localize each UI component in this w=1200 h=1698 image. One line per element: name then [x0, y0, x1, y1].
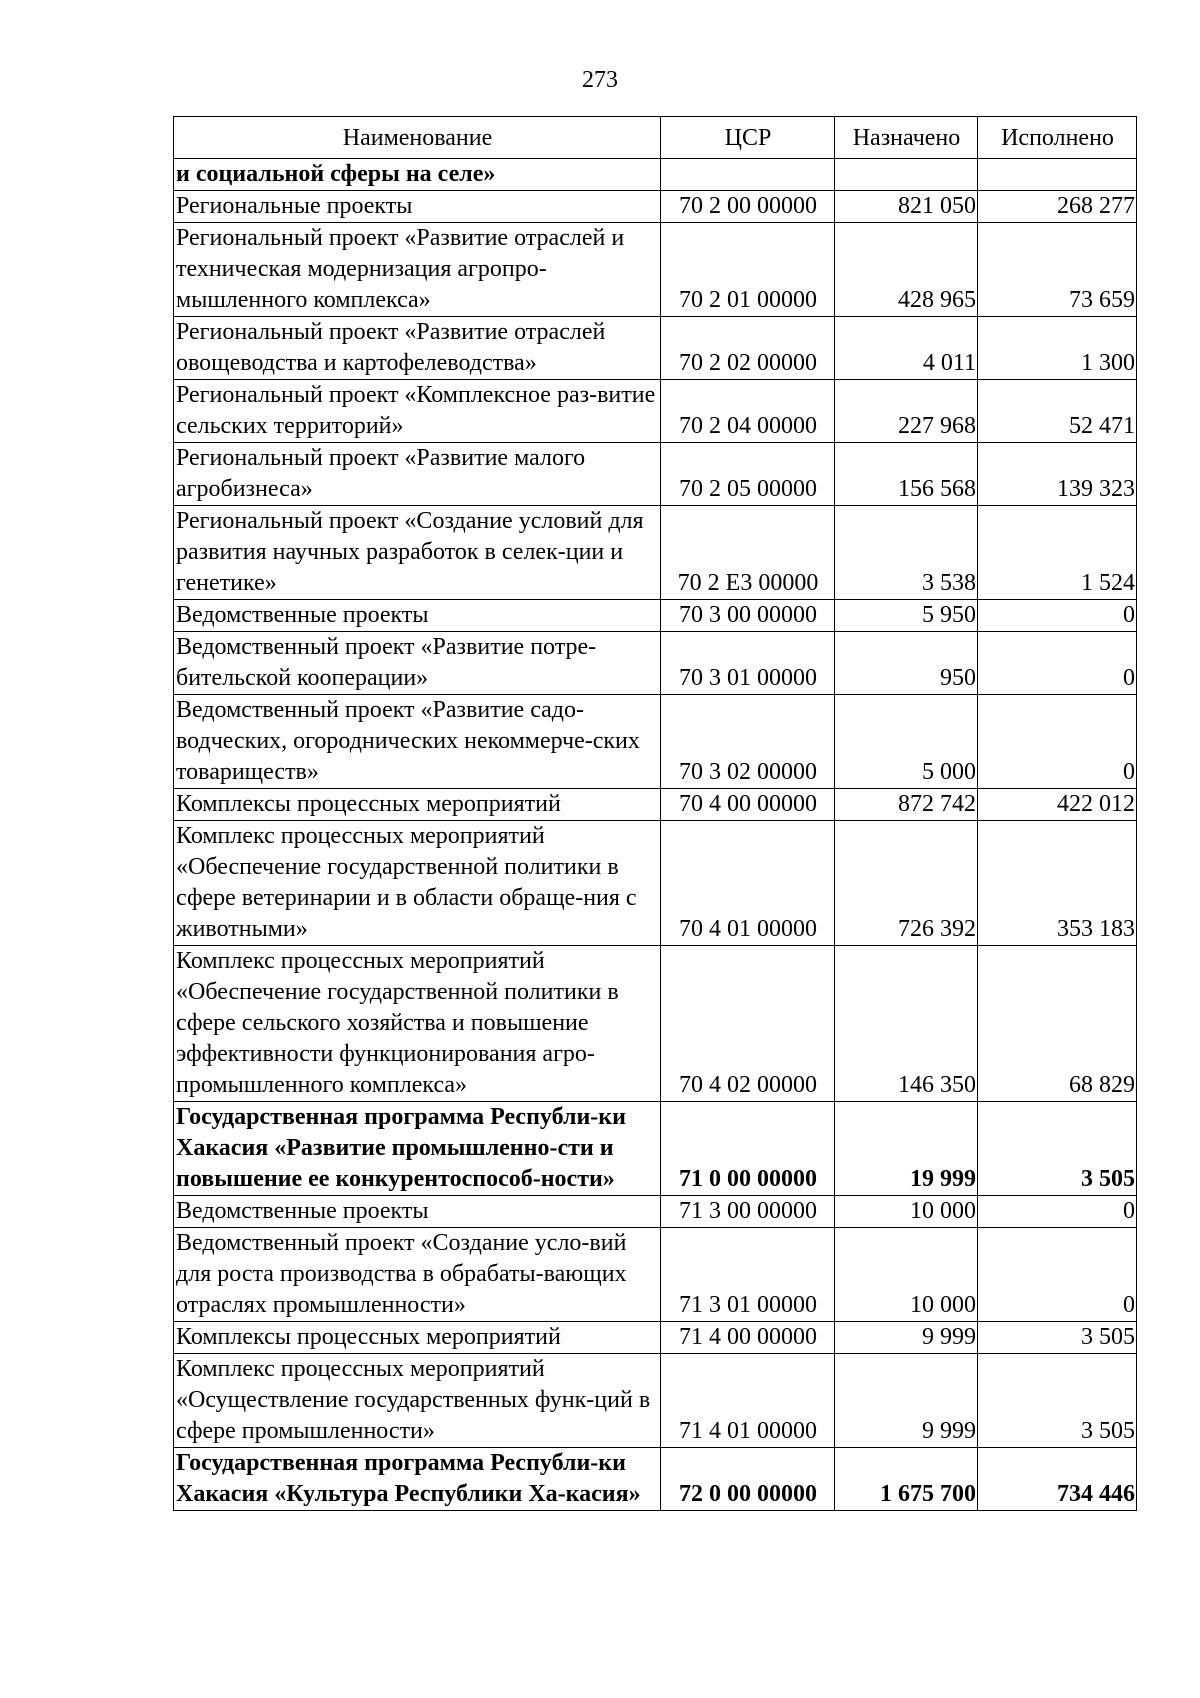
table-row: [174, 600, 1137, 632]
cell-csr: 70 2 04 00000: [661, 380, 835, 443]
cell-assigned: 9 999: [835, 1322, 978, 1354]
cell-assigned: 19 999: [835, 1102, 978, 1196]
cell-name: и социальной сферы на селе»: [174, 159, 661, 191]
cell-assigned: 10 000: [835, 1196, 978, 1228]
table-row: [174, 1448, 1137, 1511]
cell-assigned: 1 675 700: [835, 1448, 978, 1511]
cell-csr: 70 3 01 00000: [661, 632, 835, 695]
cell-csr: 70 4 02 00000: [661, 946, 835, 1102]
cell-executed: 0: [978, 1196, 1137, 1228]
cell-executed: 3 505: [978, 1322, 1137, 1354]
table-header-row: [174, 117, 1137, 159]
cell-csr: [661, 159, 835, 191]
cell-executed: 0: [978, 600, 1137, 632]
cell-executed: 734 446: [978, 1448, 1137, 1511]
cell-executed: 139 323: [978, 443, 1137, 506]
cell-executed: 68 829: [978, 946, 1137, 1102]
cell-executed: 3 505: [978, 1102, 1137, 1196]
budget-table: [173, 116, 1137, 1511]
table-row: [174, 380, 1137, 443]
cell-assigned: 156 568: [835, 443, 978, 506]
cell-assigned: 726 392: [835, 821, 978, 946]
cell-assigned: 872 742: [835, 789, 978, 821]
cell-assigned: 5 000: [835, 695, 978, 789]
cell-name: Региональный проект «Развитие отраслей овощеводства и картофелеводства»: [174, 317, 661, 380]
table-row: [174, 632, 1137, 695]
table-row: [174, 317, 1137, 380]
cell-assigned: [835, 159, 978, 191]
cell-name: Региональный проект «Создание условий для развития научных разработок в селек-ции и генетике»: [174, 506, 661, 600]
cell-executed: 1 300: [978, 317, 1137, 380]
cell-csr: 71 0 00 00000: [661, 1102, 835, 1196]
table-row: [174, 191, 1137, 223]
cell-name: Ведомственный проект «Создание усло-вий для роста производства в обрабаты-вающих отраслях промышленности»: [174, 1228, 661, 1322]
cell-assigned: 428 965: [835, 223, 978, 317]
cell-name: Ведомственные проекты: [174, 1196, 661, 1228]
cell-executed: 3 505: [978, 1354, 1137, 1448]
cell-csr: 72 0 00 00000: [661, 1448, 835, 1511]
table-row: [174, 821, 1137, 946]
cell-csr: 70 4 01 00000: [661, 821, 835, 946]
header-executed: Исполнено: [978, 117, 1137, 159]
table-body: [174, 159, 1137, 1511]
cell-name: Комплекс процессных мероприятий «Обеспечение государственной политики в сфере сельского хозяйства и повышение эффективности функционирования агро-промышленного комплекса»: [174, 946, 661, 1102]
cell-csr: 70 2 00 00000: [661, 191, 835, 223]
cell-executed: 422 012: [978, 789, 1137, 821]
table-row: [174, 946, 1137, 1102]
table-row: [174, 159, 1137, 191]
cell-name: Комплексы процессных мероприятий: [174, 1322, 661, 1354]
header-name: Наименование: [174, 117, 661, 159]
cell-csr: 70 2 05 00000: [661, 443, 835, 506]
cell-executed: 1 524: [978, 506, 1137, 600]
table-row: [174, 1196, 1137, 1228]
cell-csr: 70 2 02 00000: [661, 317, 835, 380]
cell-executed: 73 659: [978, 223, 1137, 317]
cell-name: Государственная программа Республи-ки Хакасия «Развитие промышленно-сти и повышение ее конкурентоспособ-ности»: [174, 1102, 661, 1196]
cell-name: Региональный проект «Комплексное раз-витие сельских территорий»: [174, 380, 661, 443]
table-row: [174, 1322, 1137, 1354]
cell-name: Ведомственные проекты: [174, 600, 661, 632]
table-row: [174, 1354, 1137, 1448]
cell-csr: 71 4 00 00000: [661, 1322, 835, 1354]
cell-executed: 52 471: [978, 380, 1137, 443]
table-row: [174, 1102, 1137, 1196]
table-row: [174, 1228, 1137, 1322]
cell-name: Комплекс процессных мероприятий «Обеспечение государственной политики в сфере ветеринарии и в области обраще-ния с животными»: [174, 821, 661, 946]
cell-csr: 70 3 02 00000: [661, 695, 835, 789]
table-row: [174, 695, 1137, 789]
table-row: [174, 443, 1137, 506]
table-row: [174, 789, 1137, 821]
cell-name: Региональные проекты: [174, 191, 661, 223]
cell-executed: 0: [978, 632, 1137, 695]
header-csr: ЦСР: [661, 117, 835, 159]
cell-assigned: 10 000: [835, 1228, 978, 1322]
cell-assigned: 3 538: [835, 506, 978, 600]
header-assigned: Назначено: [835, 117, 978, 159]
cell-executed: [978, 159, 1137, 191]
cell-executed: 0: [978, 695, 1137, 789]
cell-assigned: 4 011: [835, 317, 978, 380]
cell-assigned: 5 950: [835, 600, 978, 632]
page-number: 273: [582, 67, 618, 93]
cell-executed: 268 277: [978, 191, 1137, 223]
cell-assigned: 9 999: [835, 1354, 978, 1448]
cell-name: Комплекс процессных мероприятий «Осуществление государственных функ-ций в сфере промышленности»: [174, 1354, 661, 1448]
cell-csr: 70 3 00 00000: [661, 600, 835, 632]
table-row: [174, 506, 1137, 600]
table-row: [174, 223, 1137, 317]
cell-executed: 0: [978, 1228, 1137, 1322]
cell-name: Региональный проект «Развитие отраслей и техническая модернизация агропро-мышленного комплекса»: [174, 223, 661, 317]
cell-assigned: 227 968: [835, 380, 978, 443]
cell-name: Ведомственный проект «Развитие садо-водческих, огороднических некоммерче-ских товариществ»: [174, 695, 661, 789]
cell-name: Региональный проект «Развитие малого агробизнеса»: [174, 443, 661, 506]
cell-executed: 353 183: [978, 821, 1137, 946]
cell-assigned: 821 050: [835, 191, 978, 223]
cell-csr: 71 3 01 00000: [661, 1228, 835, 1322]
cell-assigned: 146 350: [835, 946, 978, 1102]
cell-csr: 70 2 Е3 00000: [661, 506, 835, 600]
cell-name: Ведомственный проект «Развитие потре-бительской кооперации»: [174, 632, 661, 695]
cell-name: Комплексы процессных мероприятий: [174, 789, 661, 821]
cell-csr: 70 4 00 00000: [661, 789, 835, 821]
cell-assigned: 950: [835, 632, 978, 695]
cell-csr: 71 4 01 00000: [661, 1354, 835, 1448]
cell-csr: 71 3 00 00000: [661, 1196, 835, 1228]
cell-csr: 70 2 01 00000: [661, 223, 835, 317]
cell-name: Государственная программа Республи-ки Хакасия «Культура Республики Ха-касия»: [174, 1448, 661, 1511]
